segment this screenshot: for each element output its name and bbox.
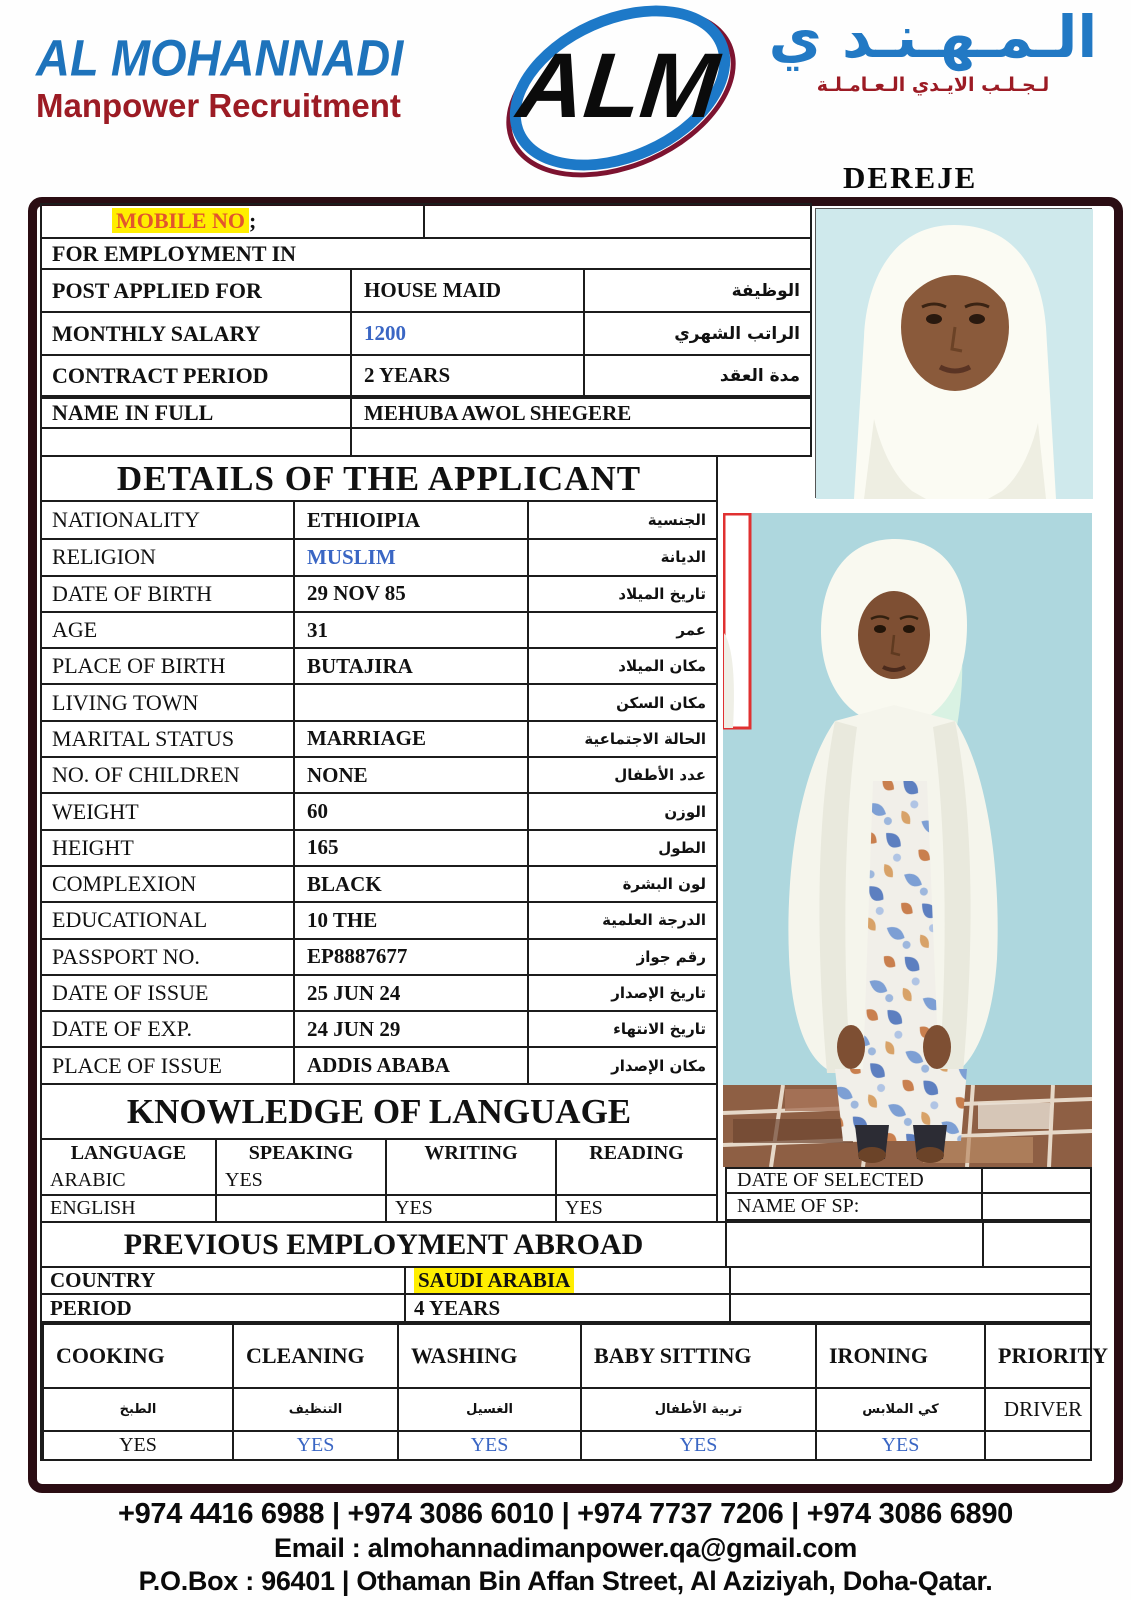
field-label: DATE OF ISSUE bbox=[52, 980, 209, 1005]
skill-header: PRIORITY bbox=[984, 1325, 1108, 1387]
skill-arabic-label: كي الملابس bbox=[815, 1389, 984, 1430]
field-label: DATE OF EXP. bbox=[52, 1016, 192, 1042]
language-rows bbox=[42, 1167, 716, 1221]
name-of-sp-value bbox=[981, 1192, 1092, 1221]
field-label-arabic: الراتب الشهري bbox=[583, 313, 810, 354]
field-value: 1200 bbox=[350, 313, 583, 354]
details-row bbox=[42, 865, 716, 901]
country-value-cell bbox=[404, 1268, 729, 1293]
details-row bbox=[42, 611, 716, 647]
field-value: 165 bbox=[293, 831, 527, 865]
details-row bbox=[42, 792, 716, 828]
field-value: 25 JUN 24 bbox=[293, 976, 527, 1010]
field-label: CONTRACT PERIOD bbox=[52, 362, 269, 388]
skill-header: CLEANING bbox=[232, 1325, 397, 1387]
country-row bbox=[40, 1268, 1092, 1295]
footer-email: Email : almohannadimanpower.qa@gmail.com bbox=[274, 1533, 857, 1563]
country-value: SAUDI ARABIA bbox=[414, 1268, 574, 1293]
brand-subtitle-arabic: لـجـلـب الايـدي الـعـامـلـة bbox=[816, 73, 1050, 96]
field-label-arabic: مكان السكن bbox=[527, 685, 716, 719]
footer-phones: +974 4416 6988 | +974 3086 6010 | +974 7737 7206 | +974 3086 6890 bbox=[117, 1498, 1014, 1530]
details-row bbox=[42, 502, 716, 538]
details-row bbox=[42, 683, 716, 719]
details-row bbox=[42, 538, 716, 574]
language-reading: YES bbox=[555, 1196, 716, 1221]
field-value: 24 JUN 29 bbox=[293, 1012, 527, 1046]
details-table bbox=[40, 502, 718, 1085]
language-name: ENGLISH bbox=[50, 1197, 136, 1219]
cv-form bbox=[28, 197, 1123, 1493]
field-label-arabic: مدة العقد bbox=[583, 356, 810, 395]
field-label-arabic: تاريخ الميلاد bbox=[527, 577, 716, 611]
skill-value: YES bbox=[815, 1432, 984, 1459]
field-label-arabic: مكان الإصدار bbox=[527, 1048, 716, 1082]
language-speaking: YES bbox=[215, 1167, 385, 1194]
top-table-rows bbox=[40, 268, 812, 397]
field-value: 2 YEARS bbox=[350, 356, 583, 395]
field-label-arabic: الحالة الاجتماعية bbox=[527, 722, 716, 756]
mobile-cell bbox=[42, 205, 423, 237]
field-value: NONE bbox=[293, 758, 527, 792]
field-label-arabic: عمر bbox=[527, 613, 716, 647]
date-of-selected-label: DATE OF SELECTED bbox=[725, 1167, 983, 1194]
field-label-arabic: الدرجة العلمية bbox=[527, 903, 716, 937]
details-row bbox=[42, 938, 716, 974]
field-value: 60 bbox=[293, 794, 527, 828]
top-table-row bbox=[40, 354, 812, 397]
language-speaking bbox=[215, 1196, 385, 1221]
field-label-arabic: عدد الأطفال bbox=[527, 758, 716, 792]
skill-header: COOKING bbox=[42, 1325, 232, 1387]
blank-row bbox=[40, 427, 812, 457]
field-label: WEIGHT bbox=[52, 798, 139, 824]
field-label-arabic: الطول bbox=[527, 831, 716, 865]
country-extra-cell bbox=[729, 1268, 1090, 1293]
language-table bbox=[40, 1140, 718, 1223]
language-writing: YES bbox=[385, 1196, 555, 1221]
top-info-table bbox=[40, 203, 812, 457]
language-reading bbox=[555, 1167, 716, 1194]
alm-logo bbox=[492, 8, 744, 170]
skill-header: IRONING bbox=[815, 1325, 984, 1387]
skill-value bbox=[984, 1432, 1090, 1459]
full-body-photo bbox=[723, 513, 1092, 1167]
name-row bbox=[40, 397, 812, 427]
language-row bbox=[42, 1167, 716, 1194]
field-label-arabic: تاريخ الانتهاء bbox=[527, 1012, 716, 1046]
language-col-header: SPEAKING bbox=[215, 1140, 385, 1167]
top-table-row bbox=[40, 311, 812, 354]
skill-header: BABY SITTING bbox=[580, 1325, 815, 1387]
skills-table bbox=[40, 1323, 1109, 1461]
field-label-arabic: تاريخ الإصدار bbox=[527, 976, 716, 1010]
mobile-label: MOBILE NO bbox=[112, 208, 249, 233]
field-label: RELIGION bbox=[52, 544, 156, 570]
country-label: COUNTRY bbox=[50, 1268, 156, 1292]
field-value: 29 NOV 85 bbox=[293, 577, 527, 611]
brand-block-english bbox=[36, 30, 486, 125]
employment-in-label: FOR EMPLOYMENT IN bbox=[52, 240, 297, 266]
letterhead bbox=[0, 0, 1131, 197]
skill-value: YES bbox=[580, 1432, 815, 1459]
field-label: EDUCATIONAL bbox=[52, 907, 208, 933]
language-col-header: READING bbox=[555, 1140, 716, 1167]
field-value: BLACK bbox=[293, 867, 527, 901]
blank-cell-left bbox=[42, 429, 350, 455]
field-label: PLACE OF ISSUE bbox=[52, 1052, 222, 1078]
brand-block-arabic bbox=[753, 3, 1113, 96]
field-label-arabic: الوزن bbox=[527, 794, 716, 828]
language-name: ARABIC bbox=[50, 1169, 126, 1191]
field-label: PASSPORT NO. bbox=[52, 943, 200, 969]
period-row bbox=[40, 1295, 1092, 1323]
language-header-row bbox=[42, 1140, 716, 1167]
skill-value: YES bbox=[397, 1432, 580, 1459]
previous-empty-cell-2 bbox=[982, 1221, 1092, 1268]
details-row bbox=[42, 720, 716, 756]
period-extra-cell bbox=[729, 1295, 1090, 1321]
name-value: MEHUBA AWOL SHEGERE bbox=[350, 399, 810, 427]
skills-values-row bbox=[42, 1430, 1090, 1459]
skills-header-row bbox=[42, 1325, 1109, 1387]
language-writing bbox=[385, 1167, 555, 1194]
field-label: NATIONALITY bbox=[52, 507, 200, 533]
field-label-arabic: الوظيفة bbox=[583, 270, 810, 311]
period-value: 4 YEARS bbox=[404, 1295, 729, 1321]
skills-arabic-row bbox=[42, 1387, 1090, 1430]
logo-monogram: ALM bbox=[513, 35, 724, 137]
field-value: BUTAJIRA bbox=[293, 649, 527, 683]
field-label: PLACE OF BIRTH bbox=[52, 653, 226, 679]
field-label: POST APPLIED FOR bbox=[52, 277, 262, 303]
mobile-label-wrap bbox=[42, 208, 256, 234]
field-label-arabic: رقم جواز bbox=[527, 940, 716, 974]
field-label-arabic: الجنسية bbox=[527, 502, 716, 538]
details-row bbox=[42, 974, 716, 1010]
agent-name: DEREJE bbox=[843, 160, 978, 195]
details-title: DETAILS OF THE APPLICANT bbox=[40, 457, 718, 502]
skill-arabic-label: التنظيف bbox=[232, 1389, 397, 1430]
field-value: 31 bbox=[293, 613, 527, 647]
field-label: HEIGHT bbox=[52, 834, 134, 860]
employment-in-row bbox=[40, 237, 812, 268]
skill-arabic-label: الغسيل bbox=[397, 1389, 580, 1430]
brand-subtitle: Manpower Recruitment bbox=[36, 87, 401, 124]
period-label: PERIOD bbox=[50, 1295, 132, 1320]
field-label-arabic: مكان الميلاد bbox=[527, 649, 716, 683]
mobile-row bbox=[40, 203, 812, 237]
field-label: AGE bbox=[52, 617, 98, 643]
previous-empty-cell-1 bbox=[725, 1221, 984, 1268]
previous-employment-title: PREVIOUS EMPLOYMENT ABROAD bbox=[40, 1221, 727, 1268]
passport-photo bbox=[815, 208, 1092, 498]
name-label: NAME IN FULL bbox=[52, 400, 214, 425]
field-value: 10 THE bbox=[293, 903, 527, 937]
footer-address: P.O.Box : 96401 | Othaman Bin Affan Street, Al Aziziyah, Doha-Qatar. bbox=[138, 1566, 993, 1596]
brand-name: AL MOHANNADI bbox=[36, 28, 404, 87]
language-title: KNOWLEDGE OF LANGUAGE bbox=[40, 1083, 718, 1140]
details-row bbox=[42, 647, 716, 683]
field-value: MARRIAGE bbox=[293, 722, 527, 756]
details-row bbox=[42, 575, 716, 611]
field-value: ADDIS ABABA bbox=[293, 1048, 527, 1082]
field-label: COMPLEXION bbox=[52, 871, 197, 897]
field-value: MUSLIM bbox=[293, 540, 527, 574]
brand-name-arabic: الـمـهـنـد ي bbox=[768, 3, 1098, 71]
skill-arabic-label: DRIVER bbox=[984, 1389, 1090, 1430]
skill-arabic-label: تربية الأطفال bbox=[580, 1389, 815, 1430]
details-row bbox=[42, 756, 716, 792]
name-of-sp-label: NAME OF SP: bbox=[725, 1192, 983, 1221]
full-body-photo-drawing bbox=[723, 513, 1092, 1167]
field-value: EP8887677 bbox=[293, 940, 527, 974]
mobile-value-cell bbox=[423, 205, 810, 237]
field-label: MONTHLY SALARY bbox=[52, 320, 261, 346]
language-col-header: LANGUAGE bbox=[70, 1142, 187, 1164]
skill-value: YES bbox=[42, 1432, 232, 1459]
field-label: NO. OF CHILDREN bbox=[52, 762, 240, 788]
field-label: LIVING TOWN bbox=[52, 689, 199, 715]
skill-header: WASHING bbox=[397, 1325, 580, 1387]
field-value: ETHIOIPIA bbox=[293, 502, 527, 538]
details-row bbox=[42, 1046, 716, 1082]
details-row bbox=[42, 1010, 716, 1046]
field-label: DATE OF BIRTH bbox=[52, 580, 213, 606]
mobile-suffix: ; bbox=[248, 208, 257, 233]
field-value bbox=[293, 685, 527, 719]
language-col-header: WRITING bbox=[385, 1140, 555, 1167]
skill-value: YES bbox=[232, 1432, 397, 1459]
passport-photo-drawing bbox=[816, 209, 1093, 499]
field-label-arabic: الديانة bbox=[527, 540, 716, 574]
skill-arabic-label: الطبخ bbox=[42, 1389, 232, 1430]
field-value: HOUSE MAID bbox=[350, 270, 583, 311]
field-label-arabic: لون البشرة bbox=[527, 867, 716, 901]
details-row bbox=[42, 901, 716, 937]
field-label: MARITAL STATUS bbox=[52, 725, 235, 751]
date-of-selected-value bbox=[981, 1167, 1092, 1194]
language-row bbox=[42, 1194, 716, 1221]
top-table-row bbox=[40, 268, 812, 311]
details-row bbox=[42, 829, 716, 865]
blank-cell-right bbox=[350, 429, 810, 455]
